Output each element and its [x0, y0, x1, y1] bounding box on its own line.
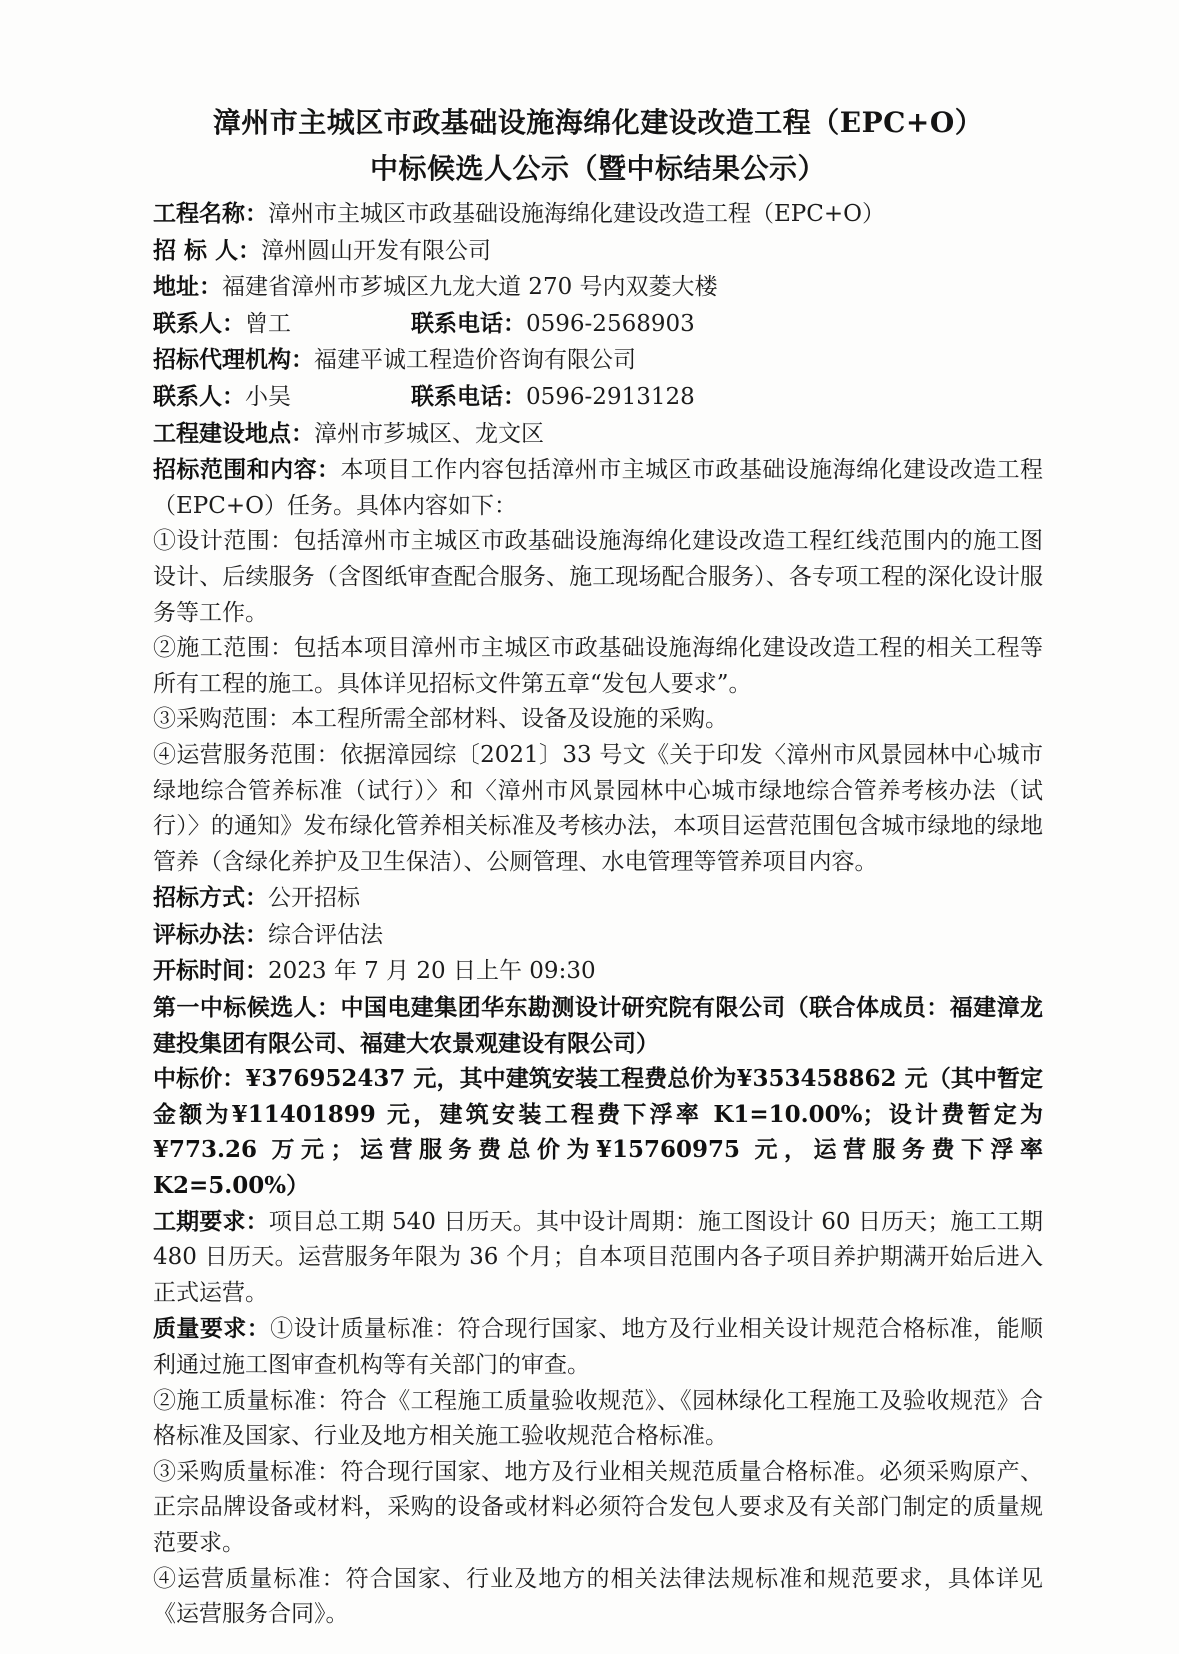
method-row [153, 880, 1043, 917]
scope-label: 招标范围和内容： [153, 456, 341, 484]
tenderer-contact-label: 联系人： [153, 309, 245, 337]
first-candidate-value: 中国电建集团华东勘测设计研究院有限公司（联合体成员：福建漳龙建投集团有限公司、福建大农景观建设有限公司） [153, 994, 1044, 1057]
tenderer-contact-value: 曾工 [245, 310, 291, 337]
scope-value: 本项目工作内容包括漳州市主城区市政基础设施海绵化建设改造工程（EPC+O）任务。具体内容如下： [153, 457, 1044, 519]
agency-row [153, 342, 1043, 379]
document-body [153, 196, 1043, 1633]
tenderer-label: 招 标 人： [153, 236, 262, 264]
evaluation-label: 评标办法： [153, 920, 268, 948]
quality-item: ④运营质量标准：符合国家、行业及地方的相关法律法规标准和规范要求，具体详见《运营服务合同》。 [153, 1565, 1043, 1628]
duration-row [153, 1204, 1043, 1312]
address-row [153, 269, 1043, 306]
agency-label: 招标代理机构： [153, 346, 314, 374]
scope-item: ④运营服务范围：依据漳园综〔2021〕33 号文《关于印发〈漳州市风景园林中心城市 绿地综合管养标准（试行）〉和〈漳州市风景园林中心城市绿地综合管养考核办法（试行）〉的通知》发布绿化管养相关标准及考核办法，本项目运营范围包含城市绿地的绿地管养（含绿化养护及卫生保洁）、公厕管理、水电管理等管养项目内容。 [153, 741, 1043, 875]
address-value: 福建省漳州市芗城区九龙大道 270 号内双菱大楼 [222, 274, 718, 301]
evaluation-row [153, 917, 1043, 954]
quality-item: ②施工质量标准：符合《工程施工质量验收规范》、《园林绿化工程施工及验收规范》合格标准及国家、行业及地方相关施工验收规范合格标准。 [153, 1387, 1043, 1450]
evaluation-value: 综合评估法 [268, 921, 383, 948]
tenderer-contact-row [153, 306, 1043, 343]
tenderer-phone-label: 联系电话： [411, 309, 526, 337]
title-line-1: 漳州市主城区市政基础设施海绵化建设改造工程（EPC+O） [212, 106, 984, 139]
tenderer-row [153, 233, 1043, 270]
quality-value: ①设计质量标准：符合现行国家、地方及行业相关设计规范合格标准，能顺利通过施工图审查机构等有关部门的审查。 [153, 1316, 1044, 1378]
document-title [153, 100, 1043, 192]
agency-value: 福建平诚工程造价咨询有限公司 [314, 347, 636, 374]
site-label: 工程建设地点： [153, 419, 314, 447]
opening-time-label: 开标时间： [153, 957, 268, 985]
address-label: 地址： [153, 273, 222, 301]
site-value: 漳州市芗城区、龙文区 [314, 420, 544, 447]
bid-price-value: ¥376952437 元，其中建筑安装工程费总价为¥353458862 元（其中暂定金额为¥11401899 元，建筑安装工程费下浮率 K1=10.00%；设计费暂定为¥773.26 万元；运营服务费总价为¥15760975 元，运营服务费下浮率 K2=5.00%） [153, 1065, 1043, 1200]
tenderer-value: 漳州圆山开发有限公司 [261, 237, 492, 264]
agency-phone-value: 0596-2913128 [526, 383, 695, 410]
duration-value: 项目总工期 540 日历天。其中设计周期：施工图设计 60 日历天；施工工期 480 日历天。运营服务年限为 36 个月；自本项目范围内各子项目养护期满开始后进入正式运营。 [153, 1208, 1044, 1306]
agency-phone-label: 联系电话： [411, 382, 526, 410]
scope-item: ①设计范围：包括漳州市主城区市政基础设施海绵化建设改造工程红线范围内的施工图设计、后续服务（含图纸审查配合服务、施工现场配合服务）、各专项工程的深化设计服务等工作。 [153, 528, 1043, 626]
agency-contact-row [153, 379, 1043, 416]
scope-row [153, 452, 1043, 524]
opening-time-row [153, 953, 1043, 990]
scope-item: ②施工范围：包括本项目漳州市主城区市政基础设施海绵化建设改造工程的相关工程等所有工程的施工。具体详见招标文件第五章“发包人要求”。 [153, 635, 1043, 697]
tenderer-phone-value: 0596-2568903 [526, 310, 695, 337]
bid-price-label: 中标价： [153, 1065, 246, 1093]
project-name-value: 漳州市主城区市政基础设施海绵化建设改造工程（EPC+O） [268, 201, 885, 227]
duration-label: 工期要求： [153, 1207, 269, 1235]
project-name-row [153, 196, 1043, 233]
quality-row [153, 1311, 1043, 1383]
site-row [153, 416, 1043, 453]
bid-price-row [153, 1061, 1043, 1203]
method-label: 招标方式： [153, 884, 268, 912]
agency-contact-label: 联系人： [153, 382, 245, 410]
agency-contact-value: 小吴 [245, 383, 291, 410]
title-line-2: 中标候选人公示（暨中标结果公示） [369, 152, 826, 185]
scope-item: ③采购范围：本工程所需全部材料、设备及设施的采购。 [153, 706, 728, 733]
project-name-label: 工程名称： [153, 200, 268, 227]
first-candidate-row [153, 990, 1043, 1061]
agency-contact-person [153, 379, 411, 416]
opening-time-value: 2023 年 7 月 20 日上午 09:30 [268, 958, 596, 985]
quality-label: 质量要求： [153, 1315, 271, 1343]
quality-item: ③采购质量标准：符合现行国家、地方及行业相关规范质量合格标准。必须采购原产、正宗品牌设备或材料，采购的设备或材料必须符合发包人要求及有关部门制定的质量规范要求。 [153, 1458, 1043, 1556]
document-page [153, 100, 1043, 1633]
tenderer-contact-person [153, 306, 411, 343]
method-value: 公开招标 [268, 885, 360, 912]
first-candidate-label: 第一中标候选人： [153, 994, 341, 1022]
